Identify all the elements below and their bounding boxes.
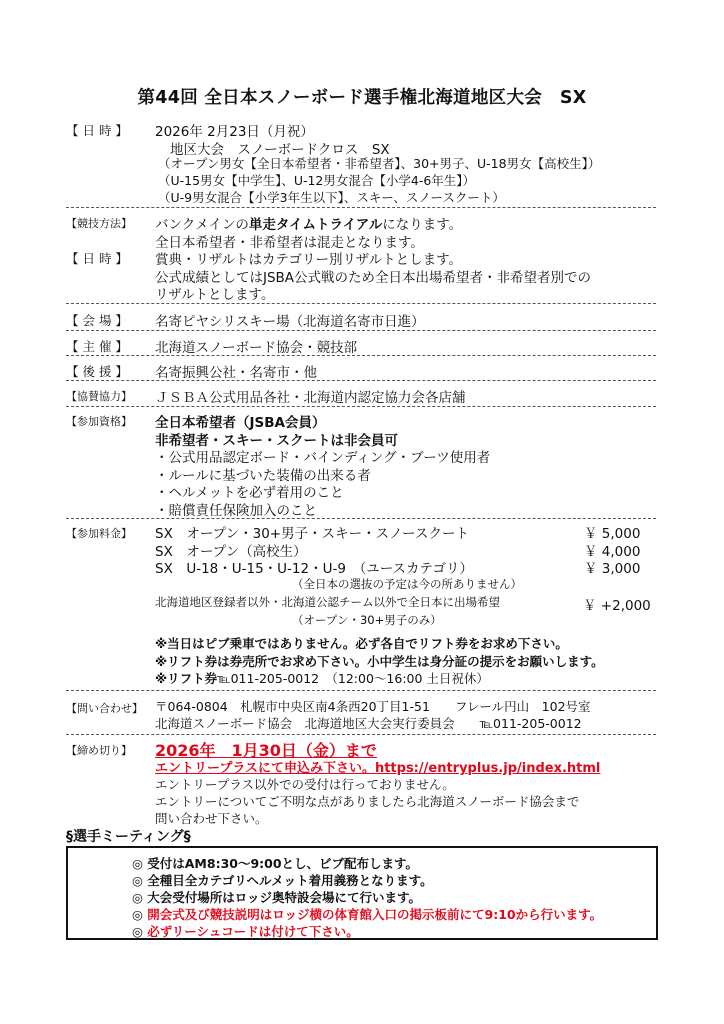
fee-row-text: SX オープン（高校生） xyxy=(155,544,307,560)
notice-line: ※リフト券は券売所でお求め下さい。小中学生は身分証の提示をお願いします。 xyxy=(155,654,604,669)
divider xyxy=(66,330,656,331)
fee-extra-text: 北海道地区登録者以外・北海道公認チーム以外で全日本に出場希望 xyxy=(155,595,500,609)
divider xyxy=(66,207,656,208)
divider xyxy=(66,690,656,691)
page-title: 第44回 全日本スノーボード選手権北海道地区大会 SX xyxy=(137,88,587,108)
deadline-line-3: エントリープラス以外での受付は行っておりません。 xyxy=(155,777,455,792)
date2-line-2: 公式成績としてはJSBA公式戦のため全日本出場希望者・非希望者別での xyxy=(155,270,592,286)
cooperation-label: 【協賛協力】 xyxy=(66,390,132,403)
contact-line-1: 〒064-0804 札幌市中央区南4条西20丁目1-51 フレール円山 102号室 xyxy=(155,699,591,714)
format-line-2: 全日本希望者・非希望者は混走となります。 xyxy=(155,235,424,251)
meeting-title: §選手ミーティング§ xyxy=(66,829,191,845)
divider xyxy=(66,734,656,735)
divider xyxy=(66,355,656,356)
date-line-5: （U-9男女混合【小学3年生以下】、スキー、スノースクート） xyxy=(158,190,505,205)
date-line-2: 地区大会 スノーボードクロス SX xyxy=(170,142,390,158)
fee-row-price: ￥ 3,000 xyxy=(584,561,641,577)
notice-line: ※当日はピブ乗車ではありません。必ず各自でリフト券をお求め下さい。 xyxy=(155,636,568,651)
eligibility-item: ・公式用品認定ボード・バインディング・ブーツ使用者 xyxy=(155,450,491,466)
fee-extra-price: ￥ +2,000 xyxy=(583,598,651,614)
meeting-item: ◎ 全種目全カテゴリヘルメット着用義務となります。 xyxy=(132,873,433,888)
organizer-text: 北海道スノーボード協会・競技部 xyxy=(155,340,358,356)
fee-row-price: ￥ 4,000 xyxy=(584,544,641,560)
format-label: 【競技方法】 xyxy=(66,217,132,230)
fee-note-1: （全日本の選抜の予定は今の所ありません） xyxy=(292,577,522,591)
meeting-item: ◎ 開会式及び競技説明はロッジ横の体育館入口の掲示板前にて9:10から行います。 xyxy=(132,907,603,922)
fee-note-2: （オープン・30+男子のみ） xyxy=(292,613,442,627)
deadline-label: 【締め切り】 xyxy=(66,744,132,757)
meeting-item: ◎ 必ずリーシュコードは付けて下さい。 xyxy=(132,924,359,939)
support-label: 【 後 援 】 xyxy=(66,364,128,379)
eligibility-item: ・ヘルメットを必ず着用のこと xyxy=(155,485,344,501)
eligibility-label: 【参加資格】 xyxy=(66,415,132,428)
divider xyxy=(66,380,656,381)
organizer-label: 【 主 催 】 xyxy=(66,339,128,354)
divider xyxy=(66,303,656,304)
deadline-line-4: エントリーについてご不明な点がありましたら北海道スノーボード協会まで xyxy=(155,794,580,809)
divider xyxy=(66,406,656,407)
venue-text: 名寄ピヤシリスキー場（北海道名寄市日進） xyxy=(155,314,425,330)
format-line-1: バンクメインの単走タイムトライアルになります。 xyxy=(155,217,463,233)
deadline-date: 2026年 1月30日（金）まで xyxy=(155,741,377,760)
cooperation-text: ＪＳＢＡ公式用品各社・北海道内認定協力会各店舗 xyxy=(155,390,466,406)
support-text: 名寄振興公社・名寄市・他 xyxy=(155,365,317,381)
venue-label: 【 会 場 】 xyxy=(66,313,128,328)
contact-line-2: 北海道スノーボード協会 北海道地区大会実行委員会 ℡011-205-0012 xyxy=(155,716,582,731)
lift-tel-line: ※リフト券℡011-205-0012 （12:00〜16:00 土日祝休） xyxy=(155,671,489,686)
divider xyxy=(66,518,656,519)
eligibility-item: ・ルールに基づいた装備の出来る者 xyxy=(155,468,371,484)
eligibility-bold-2: 非希望者・スキー・スクートは非会員可 xyxy=(155,433,398,449)
fee-row-text: SX オープン・30+男子・スキー・スノースクート xyxy=(155,526,470,542)
date-line-1: 2026年 2月23日（月祝） xyxy=(155,124,314,140)
fee-row-price: ￥ 5,000 xyxy=(584,526,641,542)
date2-label: 【 日 時 】 xyxy=(66,251,128,266)
date2-line-3: リザルトとします。 xyxy=(155,287,275,303)
fees-label: 【参加料金】 xyxy=(66,527,132,540)
contact-label: 【問い合わせ】 xyxy=(66,702,143,715)
date2-line-1: 賞典・リザルトはカテゴリー別リザルトとします。 xyxy=(155,252,462,268)
date-line-3: （オープン男女【全日本希望者・非希望者】、30+男子、U-18男女【高校生】） xyxy=(158,156,601,171)
meeting-item: ◎ 受付はAM8:30～9:00とし、ビブ配布します。 xyxy=(132,856,419,871)
date-line-4: （U-15男女【中学生】、U-12男女混合【小学4-6年生】） xyxy=(158,173,476,188)
meeting-item: ◎ 大会受付場所はロッジ奥特設会場にて行います。 xyxy=(132,890,422,905)
eligibility-item: ・賠償責任保険加入のこと xyxy=(155,503,317,519)
fee-row-text: SX U-18・U-15・U-12・U-9 （ユースカテゴリ） xyxy=(155,561,473,577)
date-label: 【 日 時 】 xyxy=(66,123,128,138)
eligibility-bold-1: 全日本希望者（JSBA会員） xyxy=(155,415,326,431)
deadline-entry-link[interactable]: エントリープラスにて申込み下さい。https://entryplus.jp/index.html xyxy=(155,761,601,776)
deadline-line-5: 問い合わせ下さい。 xyxy=(155,811,268,826)
